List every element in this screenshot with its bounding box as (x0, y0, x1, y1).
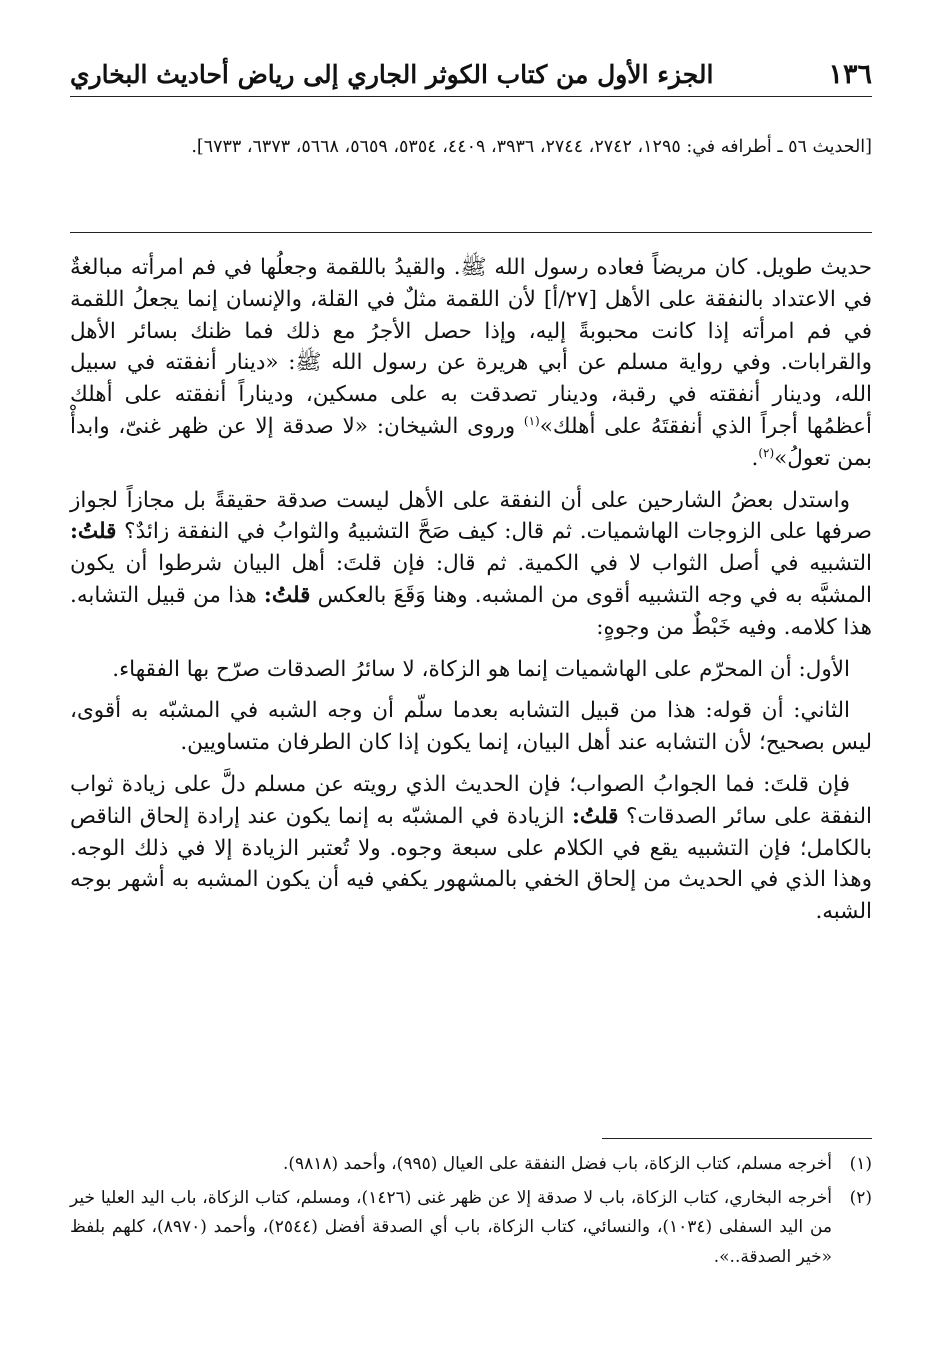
paragraph-2-bold-1: قلتُ: (70, 519, 117, 545)
paragraph-1-text-a: حديث طويل. كان مريضاً فعاده رسول الله ﷺ. والقيدُ باللقمة وجعلُها في فم امرأته مبالغةٌ في الاعتداد بالنفقة على الأهل [٢٧/أ] لأن اللقمة مثلٌ في القلة، والإنسان إنما يجعلُ اللقمة في فم امرأته إذا كانت محبوبةً إليه، وإذا حصل الأجرُ مع ذلك فما ظنك بسائر الأهل والقرابات. وفي رواية مسلم عن أبي هريرة عن رسول الله ﷺ: «دينار أنفقته في سبيل الله، ودينار أنفقته في رقبة، ودينار تصدقت به على مسكين، وديناراً أنفقته على أهلك أعظمُها أجراً الذي أنفقتَهُ على أهلك» (70, 255, 872, 439)
footnotes (70, 1150, 872, 1276)
footnote-ref-2: (٢) (758, 445, 775, 460)
hadith-references: [الحديث ٥٦ ـ أطرافه في: ١٢٩٥، ٢٧٤٢، ٢٧٤٤، ٣٩٣٦، ٤٤٠٩، ٥٣٥٤، ٥٦٥٩، ٥٦٦٨، ٦٣٧٣، ٦٧٣٣]. (191, 137, 872, 157)
paragraph-5 (70, 769, 872, 928)
paragraph-5-bold-1: قلتُ: (572, 803, 619, 829)
paragraph-4: الثاني: أن قوله: هذا من قبيل التشابه بعدما سلّم أن وجه الشبه في المشبّه به أقوى، ليس بصحيح؛ لأن التشابه عند أهل البيان، إنما يكون إذا كان الطرفان متساويين. (70, 698, 872, 756)
paragraph-1 (70, 252, 872, 475)
footnote-1-number: (١) (849, 1154, 872, 1174)
paragraph-2-text-a: واستدل بعضُ الشارحين على أن النفقة على الأهل ليست صدقة حقيقةً بل مجازاً لجواز صرفها على الزوجات الهاشميات. ثم قال: كيف صَحَّ التشبيهُ والثوابُ في النفقة زائدٌ؟ (70, 487, 872, 545)
running-title: الجزء الأول من كتاب الكوثر الجاري إلى رياض أحاديث البخاري (70, 59, 714, 89)
paragraph-3: الأول: أن المحرّم على الهاشميات إنما هو الزكاة، لا سائرُ الصدقات صرّح بها الفقهاء. (112, 656, 850, 682)
page-number: ١٣٦ (828, 58, 872, 90)
paragraph-2 (70, 485, 872, 644)
footnote-1 (70, 1150, 872, 1180)
footnote-2-text: أخرجه البخاري، كتاب الزكاة، باب لا صدقة إلا عن ظهر غنى (١٤٢٦)، ومسلم، كتاب الزكاة، باب اليد العليا خير من اليد السفلى (١٠٣٤)، والنسائي، كتاب الزكاة، باب أي الصدقة أفضل (٢٥٤٤)، وأحمد (٨٩٧٠)، كلهم بلفظ «خير الصدقة..». (70, 1187, 832, 1267)
main-text (70, 252, 872, 938)
paragraph-5-text-b: الزيادة في المشبّه به إنما يكون عند إرادة إلحاق الناقص بالكامل؛ فإن التشبيه يقع في الكلام على سبعة وجوه. ولا تُعتبر الزيادة إلا في ذلك الوجه. وهذا الذي في الحديث من إلحاق الخفي بالمشهور يكفي فيه أن يكون المشبه به أشهر بوجه الشبه. (70, 803, 872, 925)
paragraph-5-text-a: فإن قلتَ: فما الجوابُ الصواب؛ فإن الحديث الذي رويته عن مسلم دلَّ على زيادة ثواب النفقة على سائر الصدقات؟ (70, 771, 872, 829)
paragraph-2-bold-2: قلتُ: (263, 582, 311, 608)
section-divider (70, 232, 872, 233)
footnote-ref-1: (١) (523, 413, 540, 428)
footnote-1-text: أخرجه مسلم، كتاب الزكاة، باب فضل النفقة على العيال (٩٩٥)، وأحمد (٩٨١٨). (282, 1154, 832, 1174)
paragraph-2-text-c: هذا من قبيل التشابه. هذا كلامه. وفيه خَبْطٌ من وجوهٍ: (70, 582, 872, 640)
footnote-2 (70, 1184, 872, 1273)
footnote-divider (602, 1138, 872, 1139)
paragraph-1-text-c: . (751, 445, 759, 471)
footnote-2-number: (٢) (849, 1187, 872, 1208)
paragraph-2-text-b: التشبيه في أصل الثواب لا في الكمية. ثم قال: فإن قلتَ: أهل البيان شرطوا أن يكون المشبَّه به في وجه التشبيه أقوى من المشبه. وهنا وَقَعَ بالعكس (70, 551, 872, 608)
page-header (70, 52, 872, 97)
paragraph-1-text-b: وروى الشيخان: «لا صدقة إلا عن ظهر غنىّ، وابدأْ بمن تعولُ» (70, 413, 872, 471)
